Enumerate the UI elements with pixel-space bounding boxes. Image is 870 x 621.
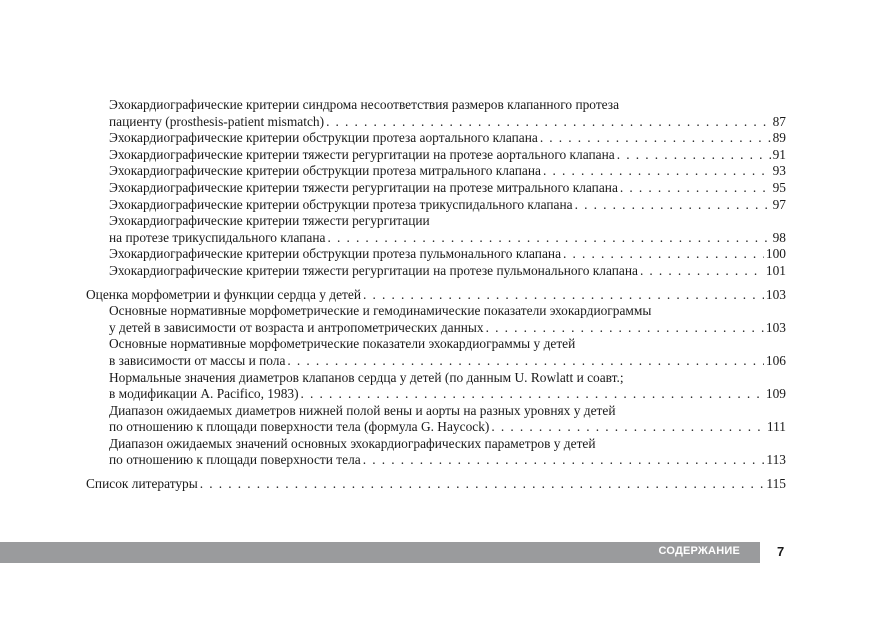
leader-dots: [620, 180, 771, 197]
toc-section-title: Список литературы: [86, 476, 198, 492]
toc-entry[interactable]: [109, 97, 786, 130]
toc-page-number: 109: [765, 386, 786, 402]
toc-entry-title-line: Эхокардиографические критерии синдрома несоответствия размеров клапанного протеза: [109, 97, 620, 112]
toc-entry[interactable]: [109, 180, 786, 197]
toc-page-number: 91: [772, 146, 786, 162]
toc-entry-title: Эхокардиографические критерии обструкции протеза трикуспидального клапана: [109, 196, 573, 212]
toc-entry-title-line: Основные нормативные морфометрические показатели эхокардиограммы у детей: [109, 336, 576, 352]
toc-page-number: 106: [765, 352, 786, 368]
toc-entry[interactable]: [109, 213, 786, 246]
toc-entry[interactable]: [109, 246, 786, 263]
leader-dots: [575, 197, 771, 214]
toc-entry-title: по отношению к площади поверхности тела: [109, 452, 361, 468]
toc-entry-title: пациенту (prosthesis-patient mismatch): [109, 113, 325, 129]
toc-entry[interactable]: [109, 370, 786, 403]
leader-dots: [540, 130, 771, 147]
toc-entry[interactable]: [109, 147, 786, 164]
toc-entry[interactable]: [109, 336, 786, 369]
page-number: 7: [777, 544, 785, 559]
toc-entry[interactable]: [109, 130, 786, 147]
toc-entry-title: Эхокардиографические критерии тяжести регургитации на протезе аортального клапана: [109, 146, 615, 162]
toc-page-number: 101: [765, 262, 786, 278]
toc-entry-title: Эхокардиографические критерии обструкции протеза пульмонального клапана: [109, 246, 562, 262]
leader-dots: [543, 163, 771, 180]
toc-page-number: 100: [765, 246, 786, 262]
toc-entry[interactable]: [109, 303, 786, 336]
toc-page-number: 113: [766, 452, 786, 468]
leader-dots: [301, 386, 764, 403]
leader-dots: [326, 114, 771, 131]
toc-entry-title: у детей в зависимости от возраста и антропометрических данных: [109, 319, 484, 335]
table-of-contents: [86, 97, 786, 493]
toc-entry-title: по отношению к площади поверхности тела (формула G. Haycock): [109, 419, 490, 435]
leader-dots: [486, 320, 764, 337]
toc-entry-title: Эхокардиографические критерии тяжести регургитации на протезе митрального клапана: [109, 179, 618, 195]
leader-dots: [327, 230, 770, 247]
toc-entry-title: Эхокардиографические критерии обструкции протеза аортального клапана: [109, 130, 538, 146]
toc-entry-title-line: Основные нормативные морфометрические и гемодинамические показатели эхокардиограммы: [109, 303, 652, 319]
toc-entry-title-line: Нормальные значения диаметров клапанов сердца у детей (по данным U. Rowlatt и соавт.;: [109, 369, 624, 385]
toc-page-number: 89: [772, 130, 786, 146]
toc-entry[interactable]: [109, 436, 786, 469]
toc-entry-title: в модификации A. Pacifico, 1983): [109, 386, 299, 402]
toc-section-entry[interactable]: [86, 476, 786, 493]
section-label: СОДЕРЖАНИЕ: [658, 545, 740, 557]
toc-page-number: 103: [765, 319, 786, 335]
toc-page-number: 98: [772, 229, 786, 245]
toc-entry-title-line: Эхокардиографические критерии тяжести регургитации: [109, 213, 430, 229]
toc-page-number: 111: [766, 419, 786, 435]
leader-dots: [287, 353, 763, 370]
toc-page-number: 115: [766, 476, 786, 492]
toc-entry-title-line: Диапазон ожидаемых значений основных эхокардиографических параметров у детей: [109, 435, 596, 451]
toc-page-number: 87: [772, 113, 786, 129]
toc-page-number: 95: [772, 179, 786, 195]
toc-page-number: 93: [772, 163, 786, 179]
leader-dots: [491, 419, 765, 436]
toc-entry[interactable]: [109, 263, 786, 280]
toc-page-number: 97: [772, 196, 786, 212]
toc-section-title: Оценка морфометрии и функции сердца у детей: [86, 286, 361, 302]
leader-dots: [363, 452, 765, 469]
toc-section-entry[interactable]: [86, 287, 786, 304]
leader-dots: [640, 263, 764, 280]
toc-entry-title: Эхокардиографические критерии обструкции протеза митрального клапана: [109, 163, 541, 179]
toc-entry-title: Эхокардиографические критерии тяжести регургитации на протезе пульмонального клапана: [109, 262, 638, 278]
footer-bar: [0, 542, 760, 563]
leader-dots: [200, 476, 765, 493]
toc-entry[interactable]: [109, 197, 786, 214]
toc-entry-title: на протезе трикуспидального клапана: [109, 229, 326, 245]
leader-dots: [363, 287, 764, 304]
toc-entry[interactable]: [109, 403, 786, 436]
toc-entry[interactable]: [109, 163, 786, 180]
toc-entry-title: в зависимости от массы и пола: [109, 352, 286, 368]
toc-entry-title-line: Диапазон ожидаемых диаметров нижней полой вены и аорты на разных уровнях у детей: [109, 402, 616, 418]
toc-page-number: 103: [765, 286, 786, 302]
leader-dots: [617, 147, 771, 164]
leader-dots: [563, 246, 764, 263]
